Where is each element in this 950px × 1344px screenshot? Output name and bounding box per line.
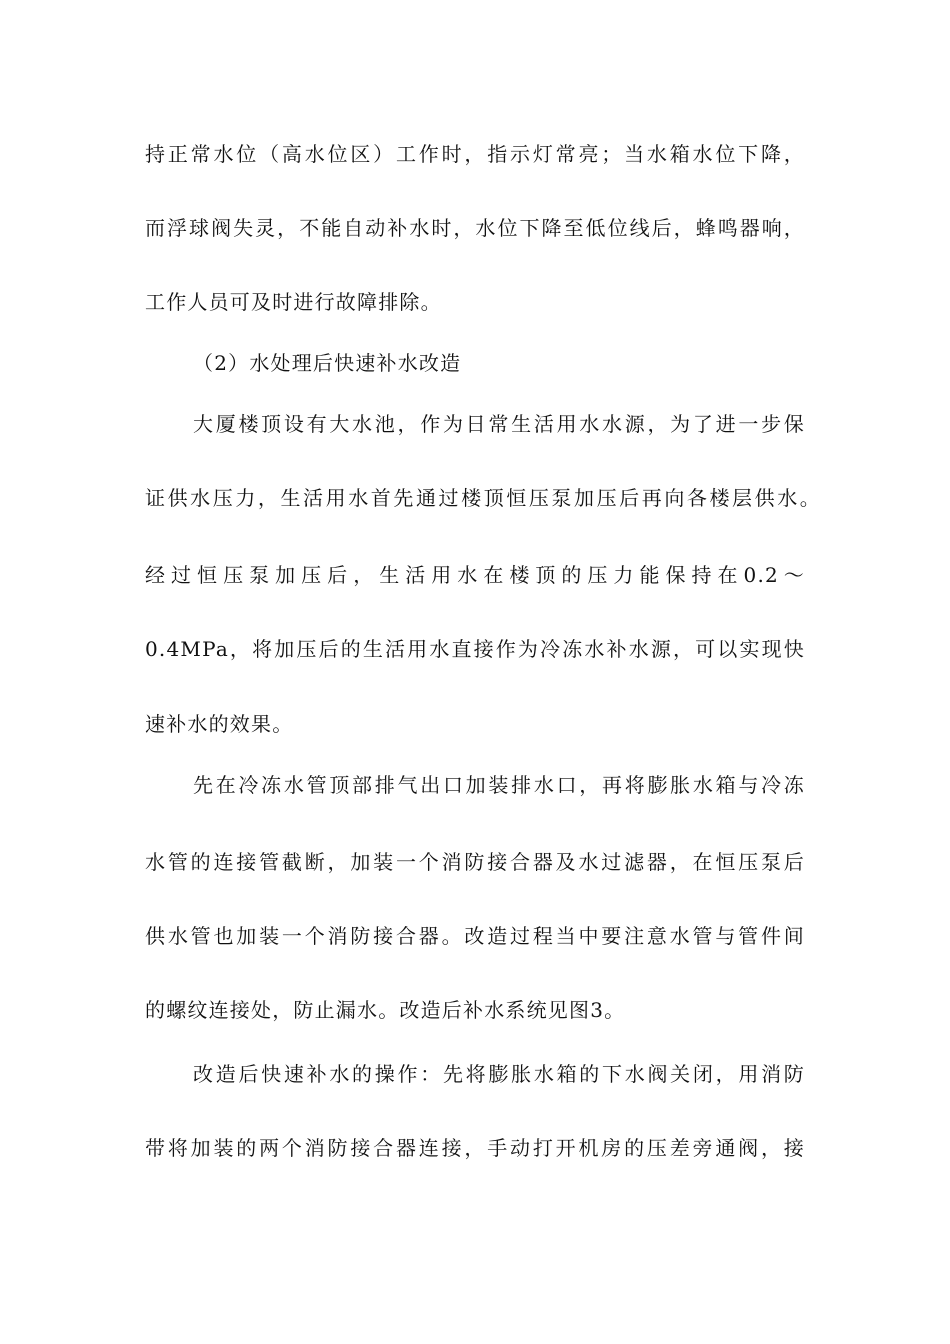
paragraph-first-line: 先在冷冻水管顶部排气出口加装排水口，再将膨胀水箱与冷冻 (193, 773, 805, 797)
text-line: 而浮球阀失灵，不能自动补水时，水位下降至低位线后，蜂鸣器响， (145, 216, 805, 240)
text-line: 供水管也加装一个消防接合器。改造过程当中要注意水管与管件间 (145, 924, 805, 948)
text-line: 带将加装的两个消防接合器连接，手动打开机房的压差旁通阀，接 (145, 1136, 805, 1160)
text-line: 水管的连接管截断，加装一个消防接合器及水过滤器，在恒压泵后 (145, 850, 805, 874)
text-line: 的螺纹连接处，防止漏水。改造后补水系统见图3。 (145, 998, 626, 1022)
text-line: 速补水的效果。 (145, 712, 294, 736)
text-line: 0.4MPa，将加压后的生活用水直接作为冷冻水补水源，可以实现快 (145, 637, 805, 661)
text-line: 工作人员可及时进行故障排除。 (145, 290, 442, 314)
text-line: 持正常水位（高水位区）工作时，指示灯常亮；当水箱水位下降， (145, 142, 805, 166)
text-line: 经过恒压泵加压后，生活用水在楼顶的压力能保持在0.2～ (145, 563, 805, 587)
paragraph-first-line: 大厦楼顶设有大水池，作为日常生活用水水源，为了进一步保 (193, 412, 805, 436)
paragraph-first-line: 改造后快速补水的操作：先将膨胀水箱的下水阀关闭，用消防 (193, 1062, 805, 1086)
text-line: 证供水压力，生活用水首先通过楼顶恒压泵加压后再向各楼层供水。 (145, 486, 821, 510)
section-heading: （2）水处理后快速补水改造 (193, 351, 462, 375)
